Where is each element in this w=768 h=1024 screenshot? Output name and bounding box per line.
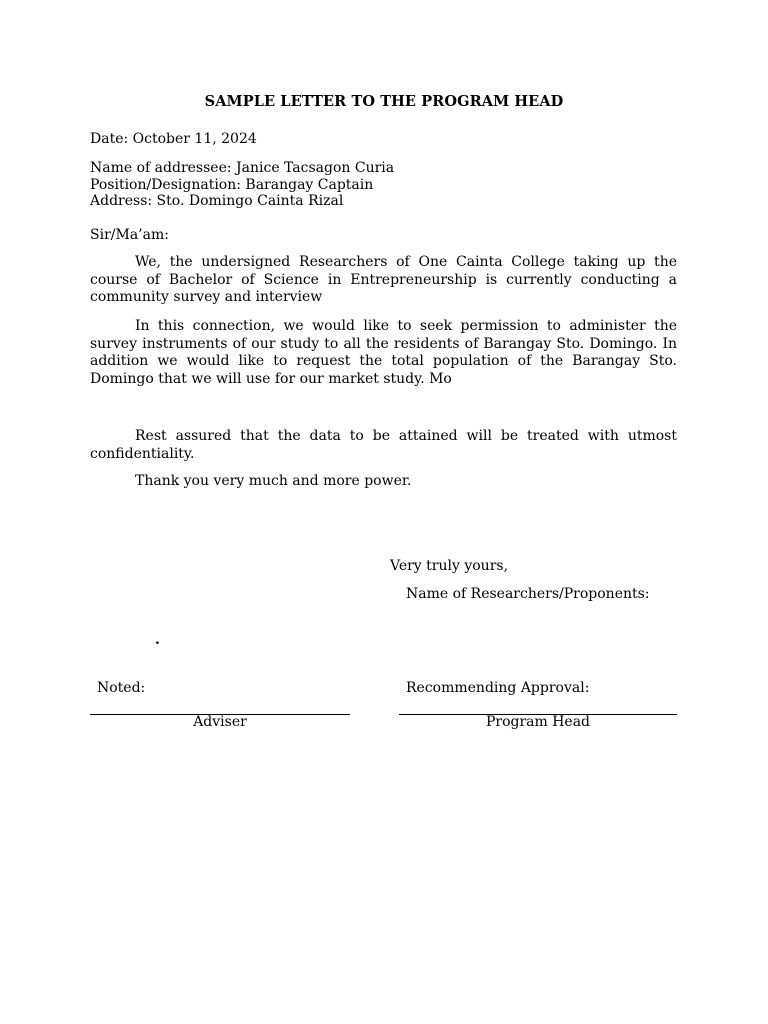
closing: Very truly yours, bbox=[390, 558, 509, 574]
paragraph-thanks: Thank you very much and more power. bbox=[135, 473, 412, 489]
stray-mark: . bbox=[155, 632, 160, 648]
recommending-approval-label: Recommending Approval: bbox=[406, 680, 590, 696]
paragraph-permission: In this connection, we would like to seek permission to administer the survey instruments of our study to all the residents of Barangay Sto. Domingo. In addition we would like to request the total population of the Barangay Sto. Domingo that we will use for our market study. Mo bbox=[90, 318, 677, 387]
letter-title: SAMPLE LETTER TO THE PROGRAM HEAD bbox=[204, 93, 564, 110]
paragraph-confidentiality: Rest assured that the data to be attained will be treated with utmost confidentiality. bbox=[90, 428, 677, 462]
paragraph-intro: We, the undersigned Researchers of One Cainta College taking up the course of Bachelor of Science in Entrepreneurship is currently conducting a community survey and interview bbox=[90, 254, 677, 306]
researchers-label: Name of Researchers/Proponents: bbox=[406, 586, 650, 602]
addressee-address: Address: Sto. Domingo Cainta Rizal bbox=[90, 193, 344, 209]
salutation: Sir/Ma’am: bbox=[90, 227, 169, 243]
addressee-name: Name of addressee: Janice Tacsagon Curia bbox=[90, 160, 395, 176]
adviser-label: Adviser bbox=[193, 714, 247, 730]
letter-date: Date: October 11, 2024 bbox=[90, 131, 257, 147]
program-head-label: Program Head bbox=[485, 714, 591, 730]
noted-label: Noted: bbox=[97, 680, 146, 696]
addressee-position: Position/Designation: Barangay Captain bbox=[90, 177, 374, 193]
